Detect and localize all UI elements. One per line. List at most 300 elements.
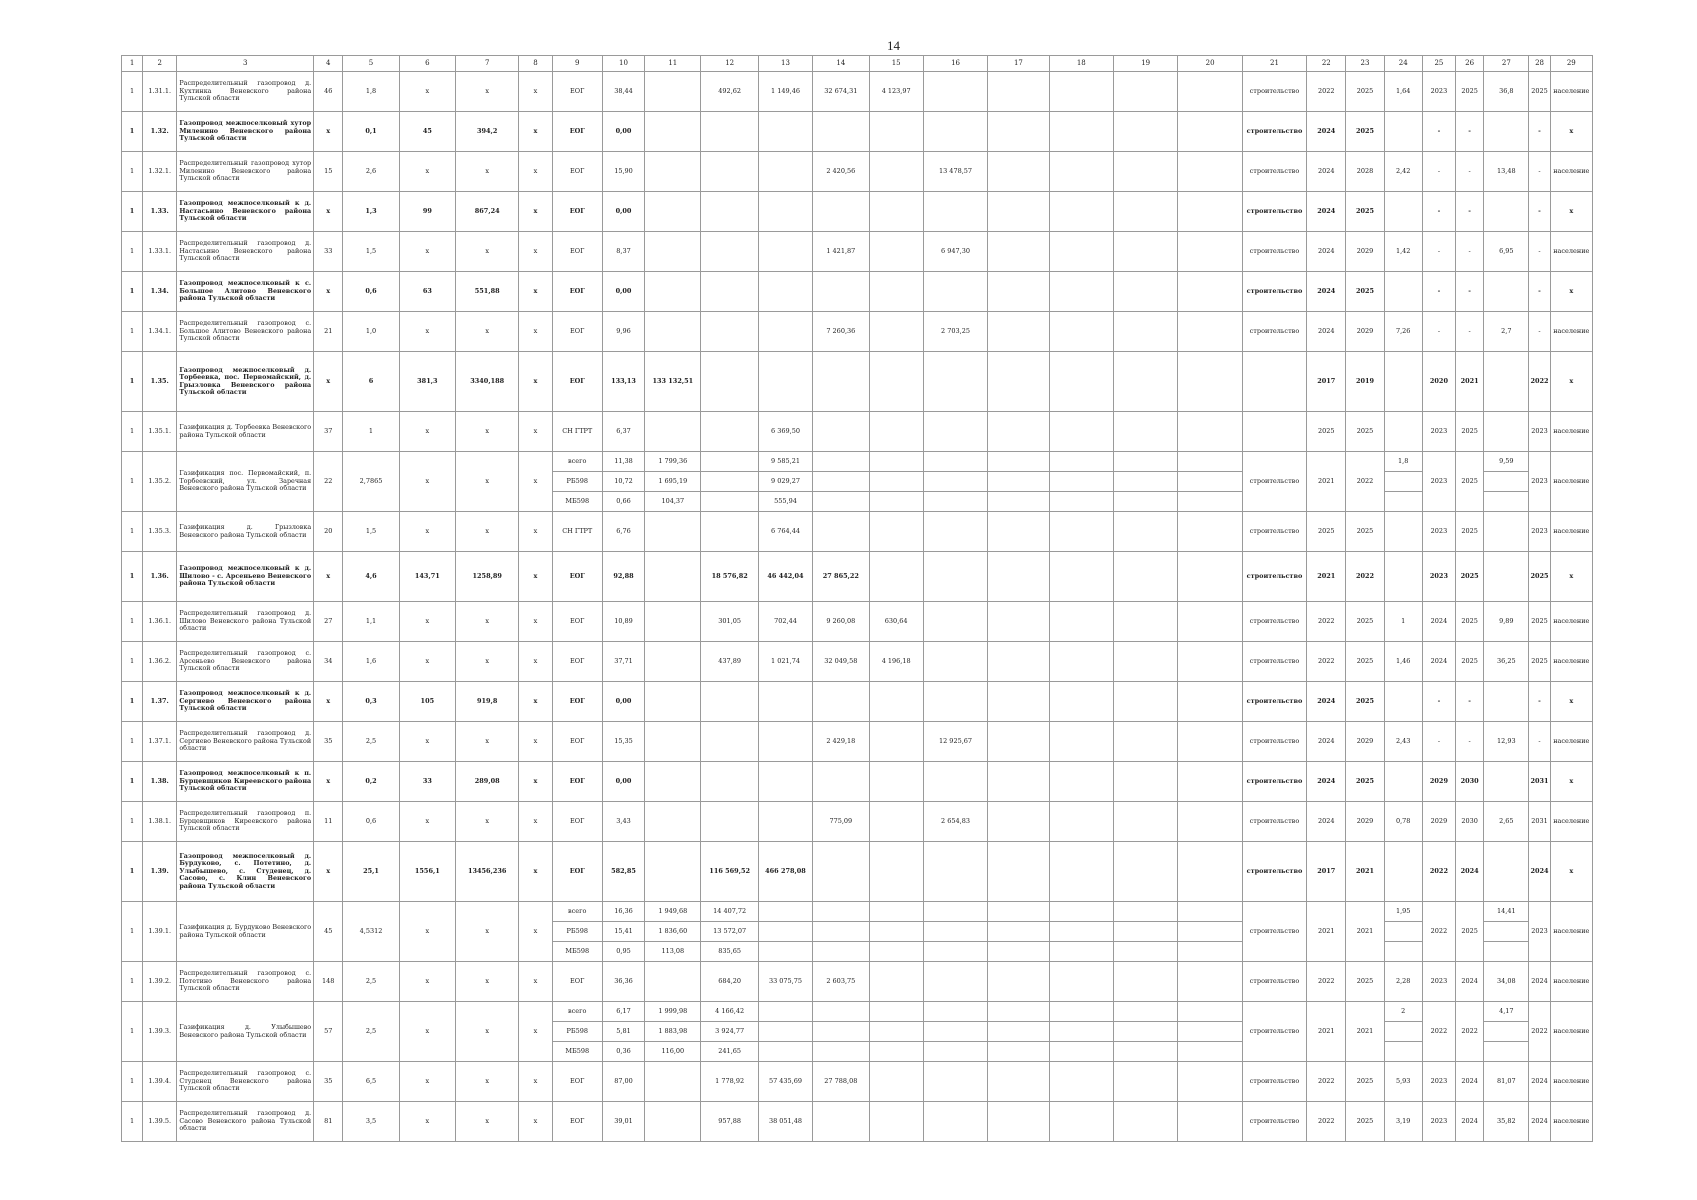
table-cell: СН ГТРТ: [552, 412, 602, 452]
table-cell: 555,94: [758, 492, 812, 512]
table-cell: ЕОГ: [552, 552, 602, 602]
table-cell: 2025: [1529, 72, 1550, 112]
table-cell: -: [1529, 682, 1550, 722]
table-cell: [813, 1102, 869, 1142]
table-cell: 1.35.3.: [143, 512, 177, 552]
table-cell: 2021: [1346, 902, 1384, 962]
table-cell: [813, 192, 869, 232]
table-cell: [1049, 112, 1113, 152]
table-cell: Газопровод межпоселковый хутор Миленино Веневского района Тульской области: [177, 112, 314, 152]
table-cell: 702,44: [758, 602, 812, 642]
table-cell: x: [314, 842, 343, 902]
table-cell: строительство: [1242, 802, 1306, 842]
table-cell: 775,09: [813, 802, 869, 842]
table-cell: [923, 412, 987, 452]
table-cell: x: [399, 452, 455, 512]
table-cell: [1049, 492, 1113, 512]
table-cell: 35: [314, 1062, 343, 1102]
table-cell: [1384, 472, 1422, 492]
table-cell: [988, 1022, 1049, 1042]
table-cell: 6: [343, 352, 399, 412]
table-cell: [1178, 942, 1242, 962]
table-cell: [813, 112, 869, 152]
table-row: [122, 352, 1593, 412]
table-cell: 1.33.1.: [143, 232, 177, 272]
table-cell: [869, 512, 923, 552]
table-cell: -: [1422, 312, 1455, 352]
table-cell: строительство: [1242, 962, 1306, 1002]
table-cell: 2025: [1456, 72, 1484, 112]
table-cell: 2024: [1307, 232, 1346, 272]
table-cell: 16,36: [602, 902, 644, 922]
table-cell: 27 788,08: [813, 1062, 869, 1102]
table-cell: строительство: [1242, 272, 1306, 312]
table-cell: [1384, 762, 1422, 802]
table-cell: ЕОГ: [552, 232, 602, 272]
table-cell: ЕОГ: [552, 72, 602, 112]
table-cell: [988, 682, 1049, 722]
table-cell: 57 435,69: [758, 1062, 812, 1102]
table-cell: [869, 842, 923, 902]
column-header: 25: [1422, 56, 1455, 72]
table-cell: ЕОГ: [552, 192, 602, 232]
table-cell: [988, 232, 1049, 272]
table-cell: 1: [122, 962, 143, 1002]
table-cell: 2024: [1456, 962, 1484, 1002]
table-cell: [1178, 232, 1242, 272]
table-cell: [1178, 72, 1242, 112]
table-cell: 2029: [1346, 312, 1384, 352]
table-cell: [813, 902, 869, 922]
table-cell: строительство: [1242, 762, 1306, 802]
table-cell: -: [1422, 112, 1455, 152]
table-cell: x: [456, 412, 519, 452]
table-cell: Газопровод межпоселковый д. Торбеевка, пос. Первомайский, д. Грызловка Веневского района Тульской области: [177, 352, 314, 412]
table-cell: [869, 272, 923, 312]
table-cell: [1178, 1102, 1242, 1142]
table-cell: [645, 602, 701, 642]
table-cell: 1: [122, 842, 143, 902]
table-cell: 46 442,04: [758, 552, 812, 602]
table-cell: 1.35.1.: [143, 412, 177, 452]
table-cell: 0,36: [602, 1042, 644, 1062]
table-cell: 1.39.2.: [143, 962, 177, 1002]
table-cell: [869, 802, 923, 842]
table-cell: 81,07: [1484, 1062, 1529, 1102]
table-cell: 0,00: [602, 272, 644, 312]
table-cell: x: [519, 72, 552, 112]
table-row: [122, 552, 1593, 602]
table-cell: [1484, 842, 1529, 902]
column-header: 14: [813, 56, 869, 72]
table-cell: 1: [122, 232, 143, 272]
table-cell: -: [1422, 152, 1455, 192]
table-cell: x: [519, 962, 552, 1002]
table-cell: [1384, 1042, 1422, 1062]
table-cell: 2025: [1346, 1062, 1384, 1102]
table-cell: [701, 452, 758, 472]
table-cell: 2025: [1307, 412, 1346, 452]
table-cell: [813, 512, 869, 552]
table-cell: 37: [314, 412, 343, 452]
table-cell: x: [456, 232, 519, 272]
table-cell: x: [519, 902, 552, 962]
table-cell: [923, 72, 987, 112]
table-cell: 2022: [1422, 902, 1455, 962]
table-cell: [758, 352, 812, 412]
table-cell: 1 999,98: [645, 1002, 701, 1022]
table-cell: -: [1529, 112, 1550, 152]
table-cell: строительство: [1242, 642, 1306, 682]
table-cell: население: [1550, 1002, 1592, 1062]
table-cell: [1113, 722, 1177, 762]
table-cell: [645, 512, 701, 552]
table-cell: x: [519, 642, 552, 682]
table-cell: x: [399, 512, 455, 552]
table-cell: x: [1550, 762, 1592, 802]
table-cell: [1049, 922, 1113, 942]
table-cell: [1049, 762, 1113, 802]
table-cell: 1,1: [343, 602, 399, 642]
table-cell: [1113, 942, 1177, 962]
table-cell: [758, 922, 812, 942]
table-cell: [869, 942, 923, 962]
table-cell: [813, 1042, 869, 1062]
table-cell: [869, 472, 923, 492]
table-cell: 1.39.1.: [143, 902, 177, 962]
table-cell: Газификация д. Торбеевка Веневского района Тульской области: [177, 412, 314, 452]
table-cell: [1113, 412, 1177, 452]
header-row: [122, 56, 1593, 72]
table-cell: 2021: [1307, 552, 1346, 602]
table-cell: 14,41: [1484, 902, 1529, 922]
table-cell: 1,8: [1384, 452, 1422, 472]
table-cell: 39,01: [602, 1102, 644, 1142]
table-cell: [758, 112, 812, 152]
table-cell: 12,93: [1484, 722, 1529, 762]
table-cell: [1384, 552, 1422, 602]
table-cell: [1178, 842, 1242, 902]
table-cell: [1049, 1102, 1113, 1142]
table-cell: 13 478,57: [923, 152, 987, 192]
table-cell: 2 703,25: [923, 312, 987, 352]
table-cell: строительство: [1242, 1002, 1306, 1062]
table-cell: [645, 72, 701, 112]
table-cell: 684,20: [701, 962, 758, 1002]
table-row: [122, 412, 1593, 452]
table-cell: ЕОГ: [552, 722, 602, 762]
table-cell: [1113, 1102, 1177, 1142]
table-cell: 6,95: [1484, 232, 1529, 272]
table-cell: 2030: [1456, 762, 1484, 802]
table-cell: 9 585,21: [758, 452, 812, 472]
table-cell: [1113, 452, 1177, 472]
table-cell: x: [456, 602, 519, 642]
table-cell: [1178, 512, 1242, 552]
table-cell: [869, 1042, 923, 1062]
table-cell: [1113, 1022, 1177, 1042]
table-cell: [988, 1102, 1049, 1142]
table-cell: 2025: [1456, 452, 1484, 512]
column-header: 9: [552, 56, 602, 72]
table-cell: население: [1550, 512, 1592, 552]
table-cell: 1,95: [1384, 902, 1422, 922]
table-cell: [1049, 942, 1113, 962]
table-cell: [1113, 312, 1177, 352]
table-cell: [988, 942, 1049, 962]
table-cell: [701, 412, 758, 452]
table-cell: строительство: [1242, 452, 1306, 512]
table-cell: 1: [122, 112, 143, 152]
table-cell: 1.32.1.: [143, 152, 177, 192]
table-cell: 2025: [1346, 682, 1384, 722]
table-cell: 9 260,08: [813, 602, 869, 642]
table-cell: 2031: [1529, 762, 1550, 802]
table-cell: 1: [122, 722, 143, 762]
table-cell: 2021: [1307, 1002, 1346, 1062]
table-cell: Газопровод межпоселковый к п. Бурцевщиков Киреевского района Тульской области: [177, 762, 314, 802]
table-cell: 2025: [1346, 72, 1384, 112]
table-cell: [1113, 902, 1177, 922]
table-cell: x: [399, 902, 455, 962]
table-cell: x: [314, 682, 343, 722]
table-cell: [645, 152, 701, 192]
table-cell: 582,85: [602, 842, 644, 902]
table-cell: [1049, 512, 1113, 552]
table-cell: [1049, 232, 1113, 272]
table-cell: 33: [314, 232, 343, 272]
table-cell: x: [519, 452, 552, 512]
table-cell: 2029: [1346, 802, 1384, 842]
table-cell: 3,43: [602, 802, 644, 842]
table-cell: Газификация пос. Первомайский, п. Торбеевский, ул. Заречная Веневского района Тульской области: [177, 452, 314, 512]
table-cell: x: [456, 802, 519, 842]
table-cell: [701, 152, 758, 192]
table-cell: 301,05: [701, 602, 758, 642]
table-cell: 148: [314, 962, 343, 1002]
table-cell: население: [1550, 412, 1592, 452]
table-cell: -: [1456, 152, 1484, 192]
table-cell: 105: [399, 682, 455, 722]
table-cell: население: [1550, 312, 1592, 352]
table-cell: [701, 492, 758, 512]
table-cell: 2,43: [1384, 722, 1422, 762]
table-cell: ЕОГ: [552, 842, 602, 902]
table-cell: [988, 272, 1049, 312]
table-cell: 4 123,97: [869, 72, 923, 112]
table-cell: [988, 1062, 1049, 1102]
column-header: 18: [1049, 56, 1113, 72]
table-cell: [988, 312, 1049, 352]
table-cell: 1: [1384, 602, 1422, 642]
column-header: 13: [758, 56, 812, 72]
table-cell: [1049, 452, 1113, 472]
table-cell: строительство: [1242, 1102, 1306, 1142]
table-cell: 1556,1: [399, 842, 455, 902]
table-cell: 2025: [1346, 512, 1384, 552]
table-cell: 2024: [1529, 1102, 1550, 1142]
table-cell: [988, 602, 1049, 642]
table-cell: x: [519, 192, 552, 232]
table-cell: 1 949,68: [645, 902, 701, 922]
table-cell: ЕОГ: [552, 762, 602, 802]
table-cell: [1113, 1062, 1177, 1102]
table-cell: [1049, 642, 1113, 682]
table-cell: 2024: [1307, 762, 1346, 802]
table-cell: [1049, 192, 1113, 232]
table-cell: 15,41: [602, 922, 644, 942]
table-cell: 2022: [1307, 602, 1346, 642]
table-cell: [645, 1062, 701, 1102]
table-cell: 99: [399, 192, 455, 232]
table-cell: 45: [314, 902, 343, 962]
table-cell: 2 420,56: [813, 152, 869, 192]
table-cell: 2021: [1307, 902, 1346, 962]
table-cell: 7 260,36: [813, 312, 869, 352]
table-cell: x: [314, 552, 343, 602]
table-cell: [1484, 512, 1529, 552]
table-cell: x: [519, 842, 552, 902]
table-cell: население: [1550, 722, 1592, 762]
table-cell: x: [519, 112, 552, 152]
table-cell: Распределительный газопровод хутор Миленино Веневского района Тульской области: [177, 152, 314, 192]
column-header: 7: [456, 56, 519, 72]
table-cell: x: [519, 762, 552, 802]
table-cell: 4,5312: [343, 902, 399, 962]
column-header: 12: [701, 56, 758, 72]
column-header: 2: [143, 56, 177, 72]
table-cell: 6 369,50: [758, 412, 812, 452]
table-cell: 133 132,51: [645, 352, 701, 412]
table-cell: 1: [122, 412, 143, 452]
table-cell: 2023: [1529, 452, 1550, 512]
table-cell: 1: [122, 552, 143, 602]
table-cell: x: [456, 722, 519, 762]
table-cell: 46: [314, 72, 343, 112]
table-cell: [1049, 412, 1113, 452]
table-cell: 35,82: [1484, 1102, 1529, 1142]
table-cell: [1049, 842, 1113, 902]
table-cell: [813, 452, 869, 472]
table-cell: [645, 192, 701, 232]
table-cell: [988, 722, 1049, 762]
table-cell: 2025: [1307, 512, 1346, 552]
table-cell: [701, 802, 758, 842]
table-cell: 2024: [1422, 602, 1455, 642]
table-cell: [758, 1022, 812, 1042]
table-cell: 1: [122, 512, 143, 552]
table-cell: Газопровод межпоселковый к д. Настасьино Веневского района Тульской области: [177, 192, 314, 232]
table-cell: [869, 152, 923, 192]
table-cell: [701, 722, 758, 762]
table-cell: -: [1456, 232, 1484, 272]
table-cell: 1,5: [343, 232, 399, 272]
table-cell: [923, 922, 987, 942]
column-header: 17: [988, 56, 1049, 72]
table-cell: 394,2: [456, 112, 519, 152]
table-cell: 18 576,82: [701, 552, 758, 602]
table-cell: [869, 192, 923, 232]
table-cell: 2025: [1346, 412, 1384, 452]
table-cell: 0,00: [602, 682, 644, 722]
table-cell: x: [519, 602, 552, 642]
table-cell: 2,7: [1484, 312, 1529, 352]
table-cell: 2022: [1529, 352, 1550, 412]
table-cell: 957,88: [701, 1102, 758, 1142]
table-cell: [988, 962, 1049, 1002]
gas-pipeline-table: [121, 55, 1593, 1142]
table-cell: [1178, 802, 1242, 842]
table-cell: x: [1550, 112, 1592, 152]
table-cell: 34,08: [1484, 962, 1529, 1002]
table-cell: [1113, 1002, 1177, 1022]
table-cell: [1178, 272, 1242, 312]
table-cell: 2025: [1346, 192, 1384, 232]
table-row: [122, 72, 1593, 112]
table-cell: Газопровод межпоселковый д. Бурдуково, с. Потетино, д. Улыбышево, с. Студенец, д. Сасово, с. Клин Веневского района Тульской области: [177, 842, 314, 902]
table-cell: [869, 352, 923, 412]
table-cell: 2021: [1456, 352, 1484, 412]
table-cell: 2023: [1422, 962, 1455, 1002]
table-cell: [1178, 112, 1242, 152]
table-cell: 0,66: [602, 492, 644, 512]
table-cell: 116,00: [645, 1042, 701, 1062]
table-cell: население: [1550, 962, 1592, 1002]
table-cell: 1.36.: [143, 552, 177, 602]
table-cell: [758, 902, 812, 922]
table-cell: x: [456, 312, 519, 352]
table-cell: 1.39.5.: [143, 1102, 177, 1142]
table-cell: [758, 722, 812, 762]
table-row: [122, 452, 1593, 472]
table-cell: 2029: [1346, 722, 1384, 762]
column-header: 28: [1529, 56, 1550, 72]
table-cell: [1113, 192, 1177, 232]
table-cell: [1113, 272, 1177, 312]
table-cell: население: [1550, 232, 1592, 272]
table-cell: [1484, 412, 1529, 452]
table-cell: x: [399, 1002, 455, 1062]
table-cell: -: [1422, 232, 1455, 272]
table-cell: 2023: [1422, 512, 1455, 552]
table-cell: [923, 602, 987, 642]
table-cell: 2021: [1346, 842, 1384, 902]
table-cell: Распределительный газопровод д. Сасово Веневского района Тульской области: [177, 1102, 314, 1142]
table-row: [122, 962, 1593, 1002]
table-cell: 2022: [1307, 962, 1346, 1002]
table-cell: [758, 152, 812, 192]
table-cell: 10,89: [602, 602, 644, 642]
table-cell: [869, 1022, 923, 1042]
table-cell: 1: [122, 802, 143, 842]
table-cell: [988, 452, 1049, 472]
table-cell: 2023: [1422, 412, 1455, 452]
table-cell: -: [1529, 232, 1550, 272]
table-cell: [1113, 842, 1177, 902]
table-cell: [1049, 1042, 1113, 1062]
table-cell: x: [1550, 272, 1592, 312]
table-cell: [1384, 842, 1422, 902]
table-cell: 2023: [1529, 512, 1550, 552]
table-cell: [1113, 232, 1177, 272]
table-cell: строительство: [1242, 152, 1306, 192]
table-cell: [988, 802, 1049, 842]
table-cell: [1484, 1042, 1529, 1062]
table-cell: [1049, 152, 1113, 192]
table-cell: [923, 902, 987, 922]
table-row: [122, 272, 1593, 312]
table-cell: строительство: [1242, 1062, 1306, 1102]
